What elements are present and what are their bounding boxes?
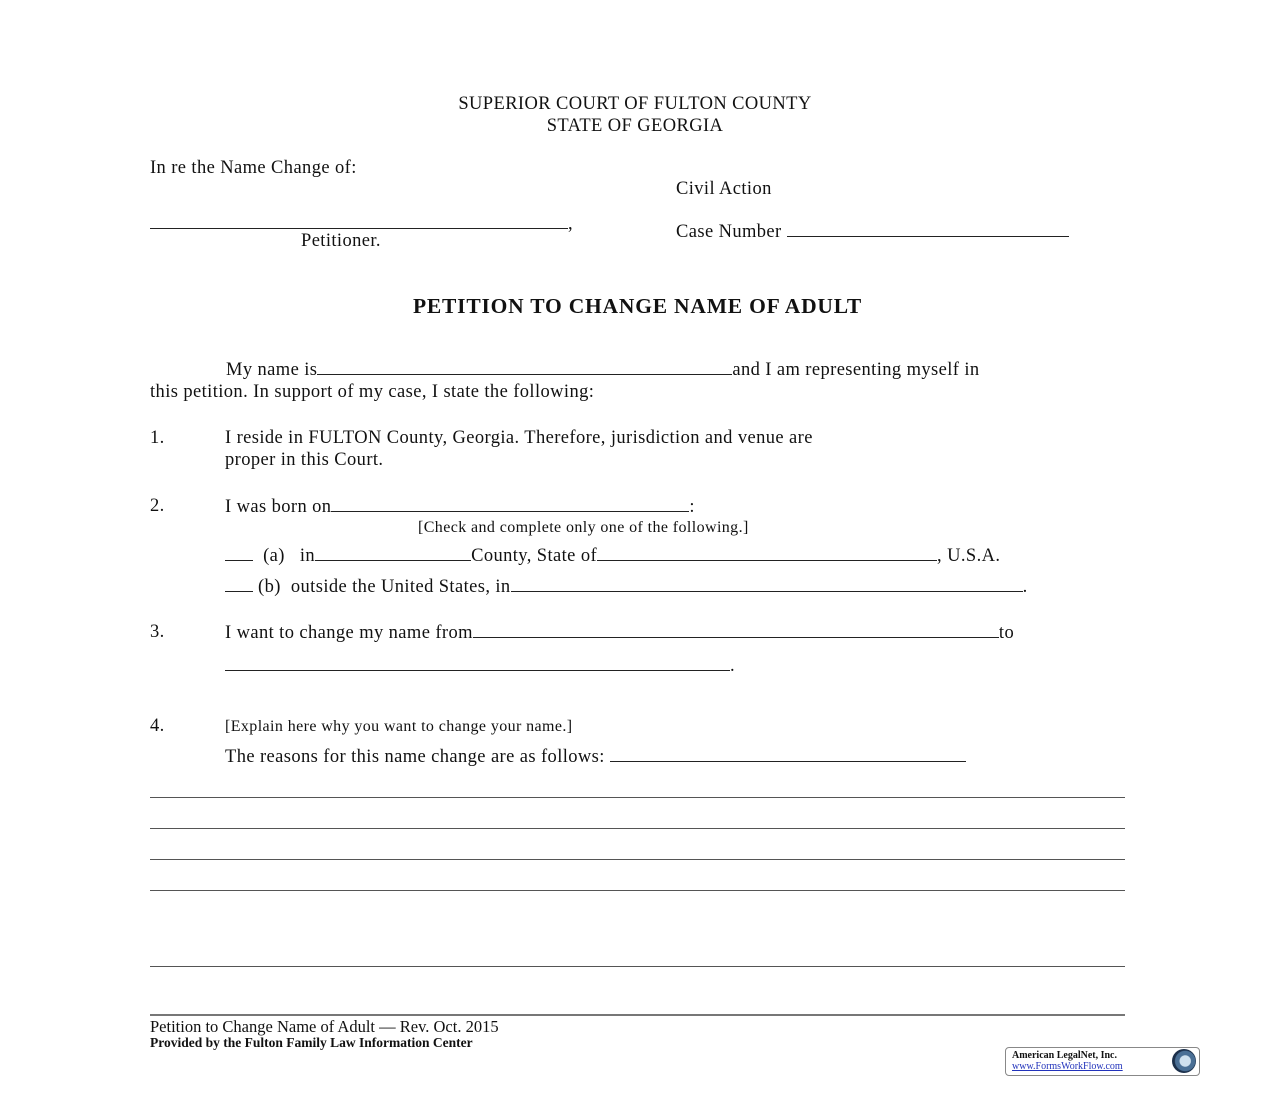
footer-form-name: Petition to Change Name of Adult — Rev. Oct. 2015	[150, 1017, 499, 1036]
option-a-text: in	[299, 546, 316, 566]
check-note: [Check and complete only one of the following.]	[418, 519, 749, 536]
comma: ,	[568, 214, 574, 234]
petitioner-label: Petitioner.	[301, 231, 381, 251]
court-name: SUPERIOR COURT OF FULTON COUNTY	[458, 94, 812, 114]
footer-divider	[150, 1014, 1125, 1016]
option-a-text: County, State of	[471, 546, 598, 566]
option-b-checkbox[interactable]	[225, 576, 253, 592]
reasons-line[interactable]	[150, 797, 1125, 798]
birth-state-field[interactable]	[597, 545, 937, 561]
option-a-checkbox[interactable]	[225, 545, 253, 561]
american-legalnet-logo[interactable]	[1005, 1047, 1200, 1076]
birth-county-field[interactable]	[315, 545, 471, 561]
civil-action-label: Civil Action	[676, 179, 772, 199]
reasons-line[interactable]	[150, 966, 1125, 967]
period: .	[730, 656, 736, 676]
item-4-text: The reasons for this name change are as follows:	[225, 747, 605, 767]
new-name-field[interactable]	[225, 655, 730, 671]
item-2-text: I was born on	[225, 497, 332, 517]
item-number: 2.	[150, 496, 165, 516]
birth-country-field[interactable]	[511, 576, 1023, 592]
item-1-text: proper in this Court.	[225, 450, 384, 470]
document-title: PETITION TO CHANGE NAME OF ADULT	[412, 294, 863, 318]
footer-provider: Provided by the Fulton Family Law Information Center	[150, 1035, 473, 1050]
period: .	[1022, 577, 1028, 597]
option-a-label: (a)	[263, 546, 285, 566]
item-number: 4.	[150, 716, 165, 736]
case-number-label: Case Number	[676, 222, 782, 242]
option-b-text: outside the United States, in	[290, 577, 511, 597]
reasons-field[interactable]	[610, 746, 966, 762]
item-1-text: I reside in FULTON County, Georgia. Therefore, jurisdiction and venue are	[225, 428, 813, 448]
intro-text: this petition. In support of my case, I state the following:	[150, 382, 595, 402]
intro-text: My name is	[226, 360, 318, 380]
item-number: 3.	[150, 622, 165, 642]
current-name-field[interactable]	[473, 622, 999, 638]
my-name-field[interactable]	[317, 359, 732, 375]
explain-note: [Explain here why you want to change your name.]	[225, 718, 573, 735]
colon: :	[689, 497, 695, 517]
reasons-line[interactable]	[150, 859, 1125, 860]
option-a-text: , U.S.A.	[937, 546, 1001, 566]
reasons-line[interactable]	[150, 890, 1125, 891]
item-number: 1.	[150, 428, 165, 448]
item-3-text: I want to change my name from	[225, 623, 473, 643]
logo-name: American LegalNet, Inc.	[1012, 1050, 1117, 1061]
intro-text: and I am representing myself in	[732, 360, 980, 380]
logo-url-link[interactable]: www.FormsWorkFlow.com	[1012, 1061, 1123, 1072]
petitioner-name-field[interactable]	[150, 213, 568, 229]
birth-date-field[interactable]	[331, 496, 689, 512]
globe-icon	[1172, 1049, 1196, 1073]
reasons-line[interactable]	[150, 828, 1125, 829]
state-name: STATE OF GEORGIA	[546, 116, 724, 136]
in-re-label: In re the Name Change of:	[150, 158, 357, 178]
item-3-text: to	[998, 623, 1015, 643]
option-b-label: (b)	[258, 577, 281, 597]
case-number-field[interactable]	[787, 221, 1069, 237]
